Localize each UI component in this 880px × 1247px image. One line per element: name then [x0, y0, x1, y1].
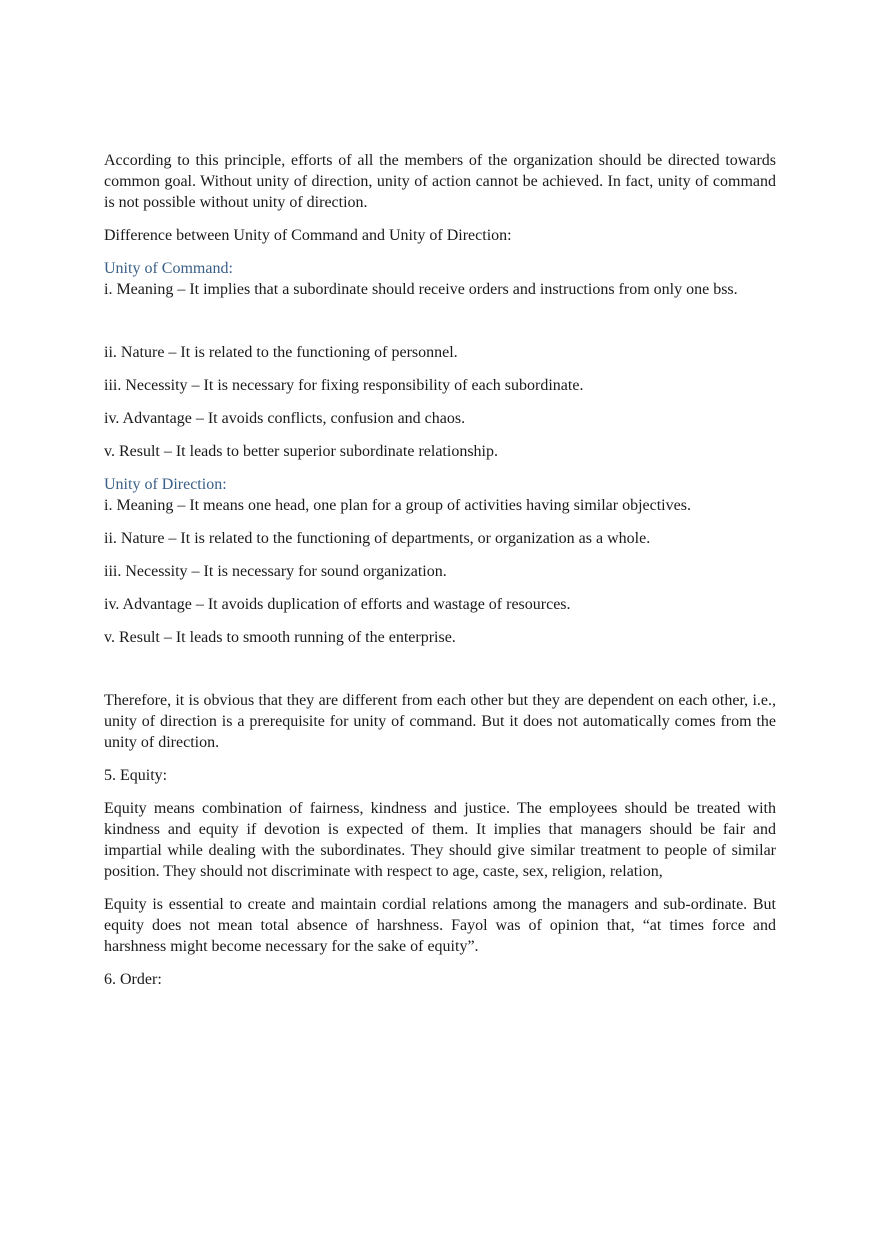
direction-item-result: v. Result – It leads to smooth running of the enterprise. [104, 629, 456, 646]
direction-item-nature: ii. Nature – It is related to the functioning of departments, or organization as a whole. [104, 530, 651, 547]
direction-item-meaning: i. Meaning – It means one head, one plan for a group of activities having similar objectives. [104, 497, 691, 514]
unity-of-direction-section [104, 474, 776, 648]
command-item-nature: ii. Nature – It is related to the functioning of personnel. [104, 344, 458, 361]
equity-heading: 5. Equity: [104, 767, 168, 784]
order-heading: 6. Order: [104, 971, 162, 988]
command-item-necessity: iii. Necessity – It is necessary for fixing responsibility of each subordinate. [104, 377, 584, 394]
document-page [104, 150, 776, 1002]
command-item-result: v. Result – It leads to better superior subordinate relationship. [104, 443, 498, 460]
spacer [104, 312, 776, 342]
spacer [104, 660, 776, 690]
conclusion-paragraph: Therefore, it is obvious that they are different from each other but they are dependent on each other, i.e., unity of direction is a prerequisite for unity of command. But it does not automatically comes from the unity of direction. [104, 692, 776, 751]
command-item-meaning: i. Meaning – It implies that a subordinate should receive orders and instructions from only one bss. [104, 281, 738, 298]
unity-of-command-section [104, 258, 776, 462]
unity-of-command-heading: Unity of Command: [104, 260, 233, 277]
difference-heading: Difference between Unity of Command and Unity of Direction: [104, 227, 512, 244]
direction-item-advantage: iv. Advantage – It avoids duplication of efforts and wastage of resources. [104, 596, 571, 613]
unity-of-direction-heading: Unity of Direction: [104, 476, 227, 493]
direction-item-necessity: iii. Necessity – It is necessary for sound organization. [104, 563, 447, 580]
command-item-advantage: iv. Advantage – It avoids conflicts, confusion and chaos. [104, 410, 466, 427]
intro-paragraph: According to this principle, efforts of all the members of the organization should be directed towards common goal. Without unity of direction, unity of action cannot be achieved. In fact, unity of command is not possible without unity of direction. [104, 152, 776, 211]
equity-paragraph-1: Equity means combination of fairness, kindness and justice. The employees should be treated with kindness and equity if devotion is expected of them. It implies that managers should be fair and impartial while dealing with the subordinates. They should give similar treatment to people of similar position. They should not discriminate with respect to age, caste, sex, religion, relation, [104, 800, 776, 880]
equity-paragraph-2: Equity is essential to create and maintain cordial relations among the managers and sub-ordinate. But equity does not mean total absence of harshness. Fayol was of opinion that, “at times force and harshness might become necessary for the sake of equity”. [104, 896, 776, 955]
